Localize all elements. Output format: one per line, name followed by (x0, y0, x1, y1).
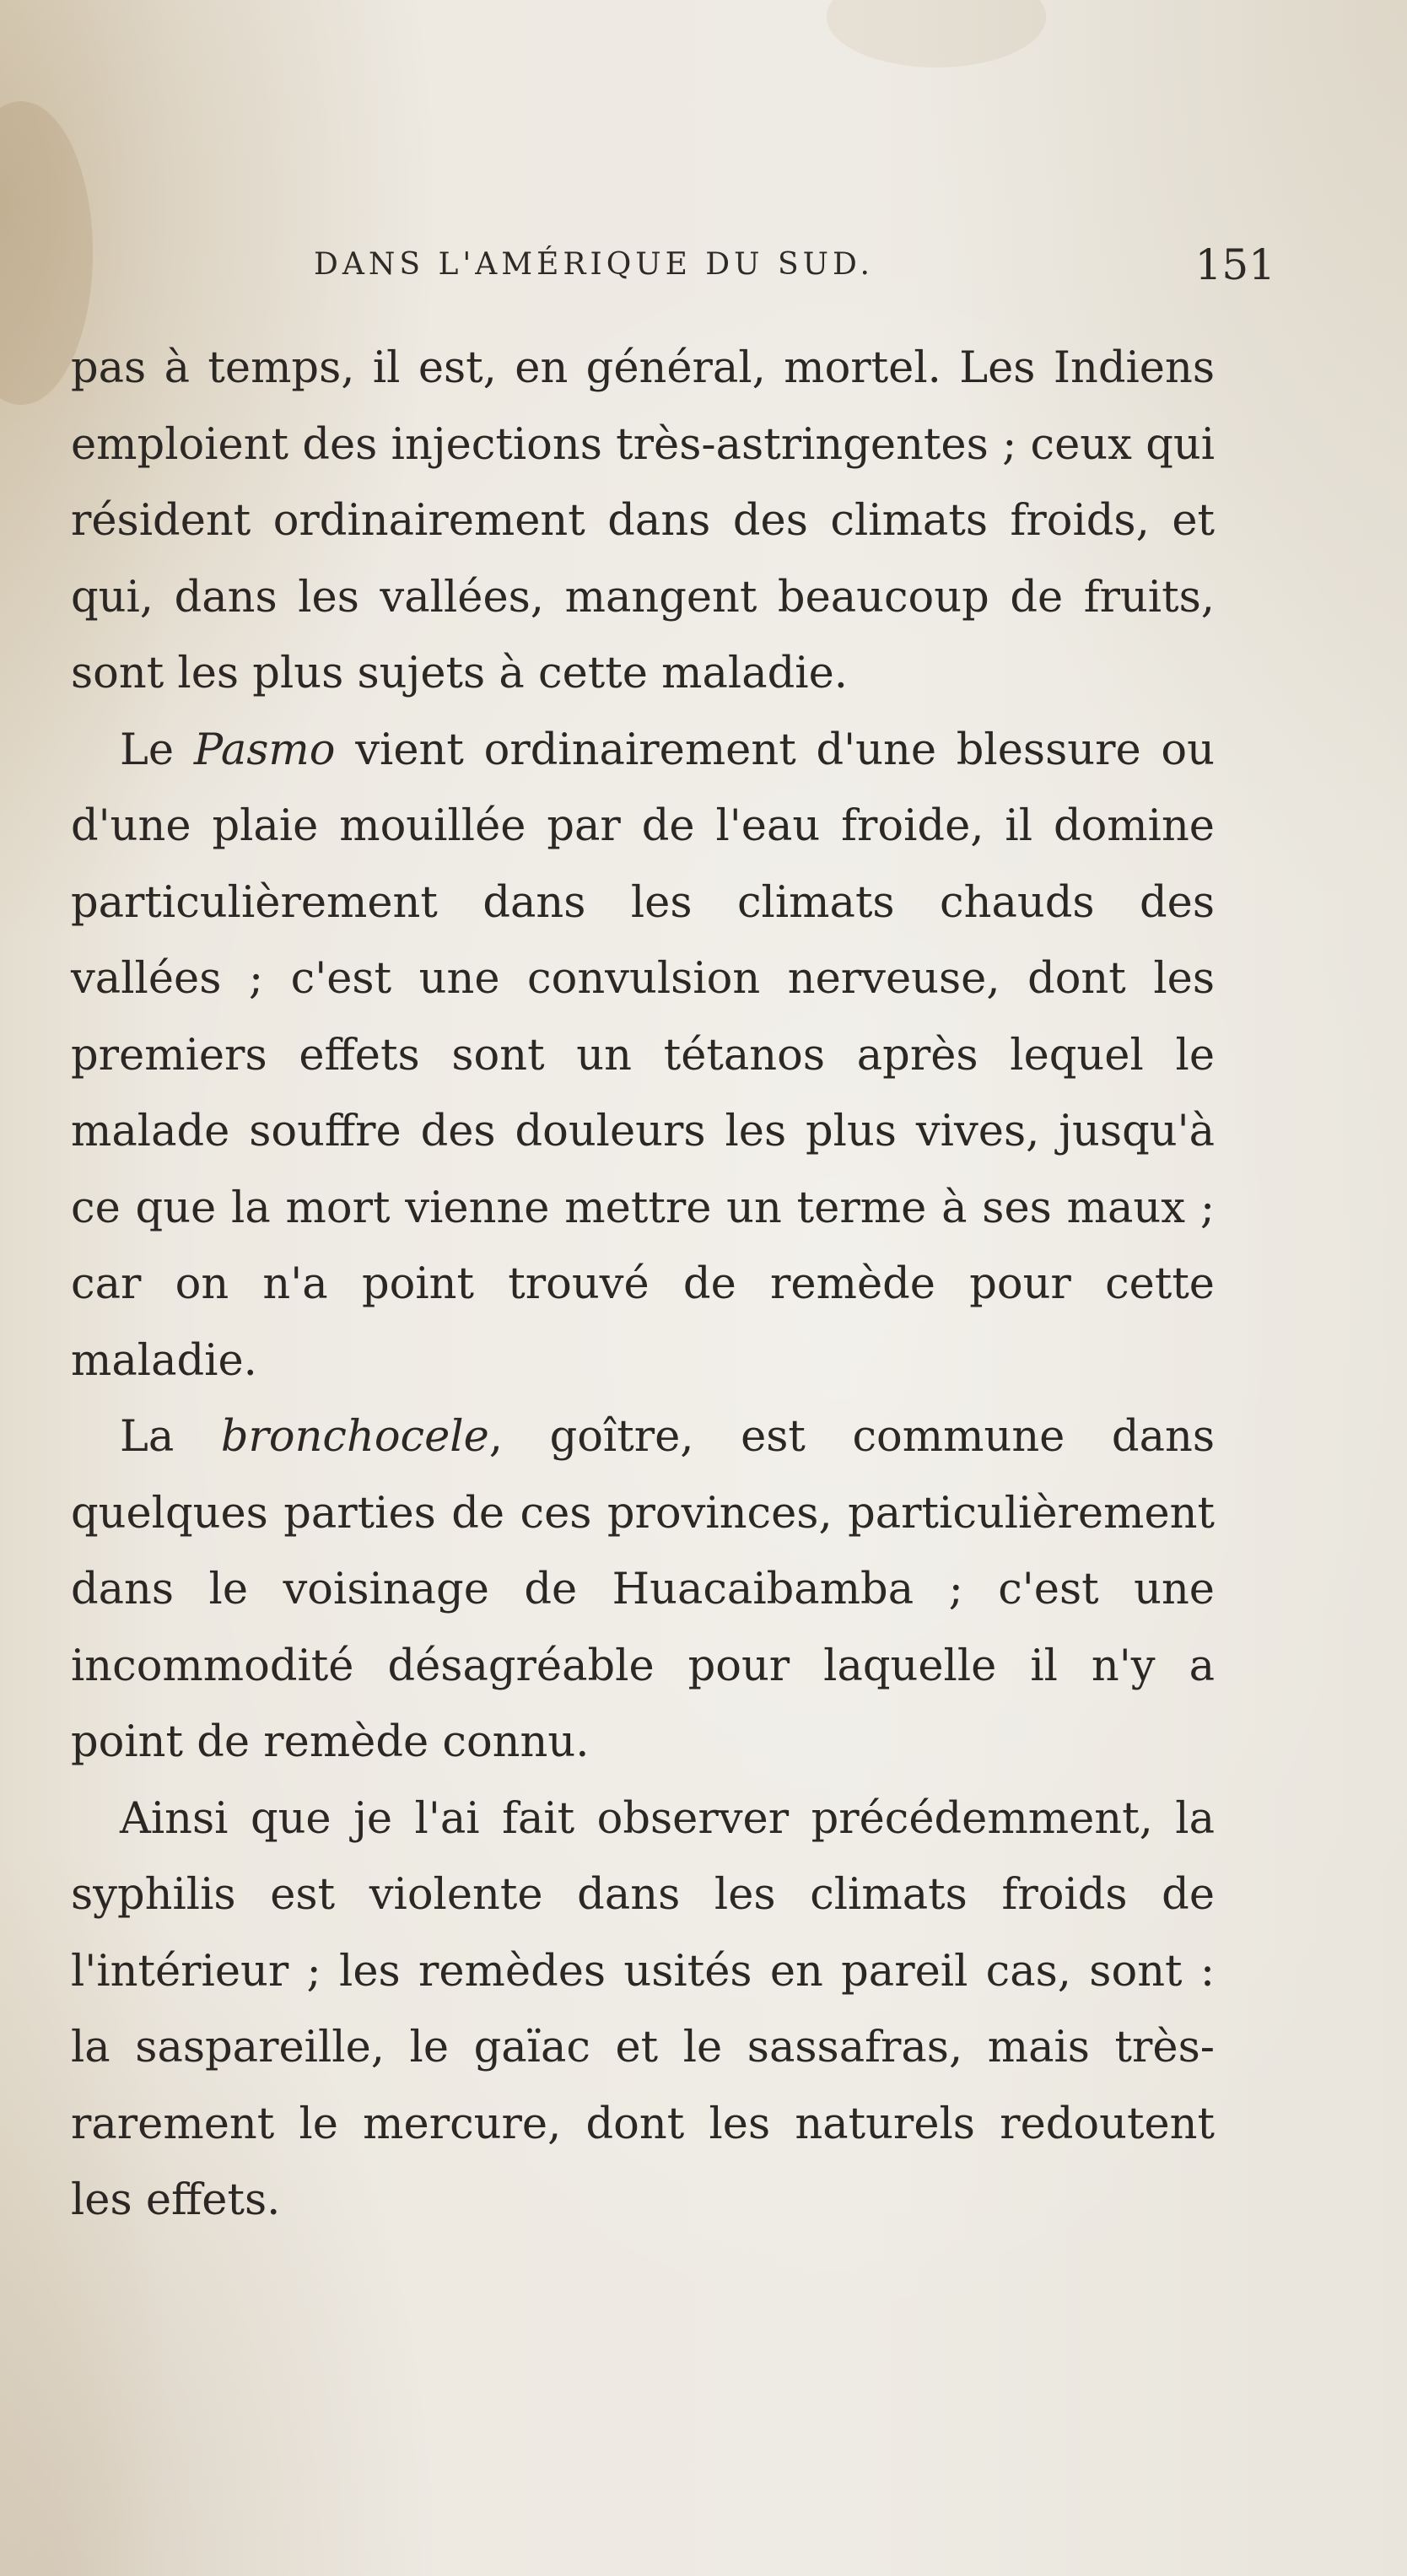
italic-term: Pasmo (193, 725, 336, 775)
body-text (71, 331, 1215, 2239)
paragraph (71, 331, 1215, 713)
paragraph (71, 1399, 1215, 1781)
page-header (314, 240, 1275, 299)
paragraph (71, 713, 1215, 1400)
text-run: pas à temps, il est, en général, mortel. Les Indiens emploient des injections très-astringentes ; ceux qui résident ordinairement dans des climats froids, et qui, dans les vallées, mangent beaucoup de fruits, sont les plus sujets à cette maladie. (71, 343, 1215, 698)
page-number: 151 (1194, 240, 1275, 289)
paper-stain (827, 0, 1046, 67)
text-run: vient ordinairement d'une blessure ou d'une plaie mouillée par de l'eau froide, il domine particulièrement dans les climats chauds des vallées ; c'est une convulsion nerveuse, dont les premiers effets sont un tétanos après lequel le malade souffre des douleurs les plus vives, jusqu'à ce que la mort vienne mettre un terme à ses maux ; car on n'a point trouvé de remède pour cette maladie. (71, 725, 1215, 1386)
text-run: La (120, 1412, 221, 1462)
paragraph (71, 1781, 1215, 2239)
italic-term: bronchocele (220, 1412, 489, 1462)
text-run: Ainsi que je l'ai fait observer précédemment, la syphilis est violente dans les climats froids de l'intérieur ; les remèdes usités en pareil cas, sont : la saspareille, le gaïac et le sassafras, mais très-rarement le mercure, dont les naturels redoutent les effets. (71, 1793, 1215, 2225)
running-title: DANS L'AMÉRIQUE DU SUD. (314, 247, 874, 282)
text-run: Le (120, 725, 194, 775)
text-run: , goître, est commune dans quelques parties de ces provinces, particulièrement dans le voisinage de Huacaibamba ; c'est une incommodité désagréable pour laquelle il n'y a point de remède connu. (71, 1412, 1215, 1767)
